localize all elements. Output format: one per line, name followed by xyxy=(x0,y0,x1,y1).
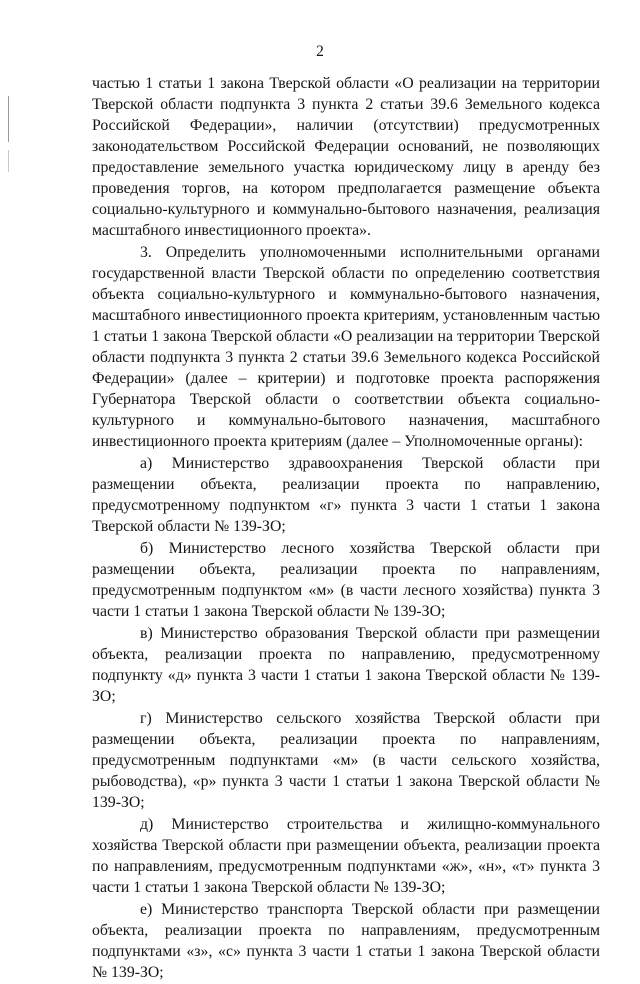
document-body xyxy=(92,73,600,984)
paragraph-subitem-b: б) Министерство лесного хозяйства Тверской области при размещении объекта, реализации проекта по направлениям, предусмотренным подпунктом «м» (в части лесного хозяйства) пункта 3 части 1 статьи 1 закона Тверской области № 139-ЗО; xyxy=(92,540,600,620)
paragraph-subitem-d: д) Министерство строительства и жилищно-коммунального хозяйства Тверской области при размещении объекта, реализации проекта по направлениям, предусмотренным подпунктами «ж», «н», «т» пункта 3 части 1 статьи 1 закона Тверской области № 139-ЗО; xyxy=(92,816,600,896)
paragraph-item-3: 3. Определить уполномоченными исполнительными органами государственной власти Тверской области по определению соответствия объекта социально-культурного и коммунально-бытового назначения, масштабного инвестиционного проекта критериям, установленным частью 1 статьи 1 закона Тверской области «О реализации на территории Тверской области подпункта 3 пункта 2 статьи 39.6 Земельного кодекса Российской Федерации» (далее – критерии) и подготовке проекта распоряжения Губернатора Тверской области о соответствии объекта социально-культурного и коммунально-бытового назначения, масштабного инвестиционного проекта критериям (далее – Уполномоченные органы): xyxy=(92,244,600,450)
paragraph-subitem-g: г) Министерство сельского хозяйства Тверской области при размещении объекта, реализации проекта по направлениям, предусмотренным подпунктами «м» (в части сельского хозяйства, рыбоводства), «р» пункта 3 части 1 статьи 1 закона Тверской области № 139-ЗО; xyxy=(92,710,600,811)
page-number: 2 xyxy=(316,43,324,60)
paragraph-subitem-v: в) Министерство образования Тверской области при размещении объекта, реализации проекта по направлению, предусмотренному подпункту «д» пункта 3 части 1 статьи 1 закона Тверской области № 139-ЗО; xyxy=(92,625,600,705)
scan-edge-mark xyxy=(8,150,9,172)
paragraph-subitem-a: а) Министерство здравоохранения Тверской области при размещении объекта, реализации проекта по направлению, предусмотренному подпунктом «г» пункта 3 части 1 статьи 1 закона Тверской области № 139-ЗО; xyxy=(92,455,600,535)
paragraph-subitem-e: е) Министерство транспорта Тверской области при размещении объекта, реализации проекта по направлениям, предусмотренным подпунктами «з», «с» пункта 3 части 1 статьи 1 закона Тверской области № 139-ЗО; xyxy=(92,901,600,981)
paragraph-continuation: частью 1 статьи 1 закона Тверской области «О реализации на территории Тверской области подпункта 3 пункта 2 статьи 39.6 Земельного кодекса Российской Федерации», наличии (отсутствии) предусмотренных законодательством Российской Федерации оснований, не позволяющих предоставление земельного участка юридическому лицу в аренду без проведения торгов, на котором предполагается размещение объекта социально-культурного и коммунально-бытового назначения, реализация масштабного инвестиционного проекта». xyxy=(92,75,600,239)
scan-edge-mark xyxy=(8,96,9,142)
